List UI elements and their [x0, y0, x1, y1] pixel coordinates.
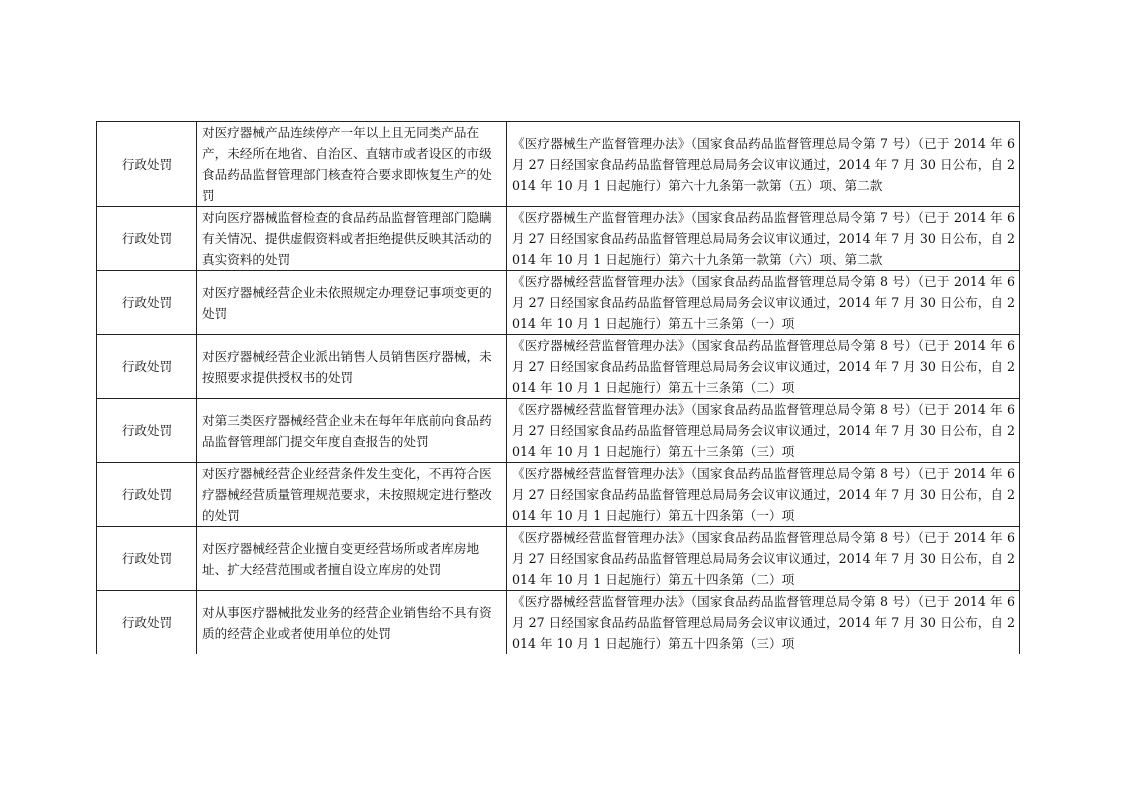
category-cell: [97, 122, 197, 207]
category-text: 行政处罚: [121, 551, 173, 566]
basis-text: 《医疗器械经营监督管理办法》（国家食品药品监督管理总局令第 8 号）（已于 2014 年 6 月 27 日经国家食品药品监督管理总局局务会议审议通过，2014 年 7 月 30 日公布，自 2014 年 10 月 1 日起施行）第五十三条第（一）项: [512, 274, 1015, 331]
matter-text: 对第三类医疗器械经营企业未在每年年底前向食品药品监督管理部门提交年度自查报告的处罚: [202, 412, 492, 449]
basis-text: 《医疗器械生产监督管理办法》（国家食品药品监督管理总局令第 7 号）（已于 2014 年 6 月 27 日经国家食品药品监督管理总局局务会议审议通过，2014 年 7 月 30 日公布，自 2014 年 10 月 1 日起施行）第六十九条第一款第（五）项、第二款: [512, 135, 1015, 193]
table-row: [97, 122, 1020, 207]
basis-text: 《医疗器械生产监督管理办法》（国家食品药品监督管理总局令第 7 号）（已于 2014 年 6 月 27 日经国家食品药品监督管理总局局务会议审议通过，2014 年 7 月 30 日公布，自 2014 年 10 月 1 日起施行）第六十九条第一款第（六）项、第二款: [512, 210, 1015, 267]
table-row: [97, 207, 1020, 271]
matter-cell: [197, 207, 507, 271]
basis-text: 《医疗器械经营监督管理办法》（国家食品药品监督管理总局令第 8 号）（已于 2014 年 6 月 27 日经国家食品药品监督管理总局局务会议审议通过，2014 年 7 月 30 日公布，自 2014 年 10 月 1 日起施行）第五十三条第（二）项: [512, 338, 1015, 395]
basis-text: 《医疗器械经营监督管理办法》（国家食品药品监督管理总局令第 8 号）（已于 2014 年 6 月 27 日经国家食品药品监督管理总局局务会议审议通过，2014 年 7 月 30 日公布，自 2014 年 10 月 1 日起施行）第五十四条第（一）项: [512, 466, 1015, 523]
basis-cell: [507, 122, 1020, 207]
category-text: 行政处罚: [121, 231, 173, 246]
basis-text: 《医疗器械经营监督管理办法》（国家食品药品监督管理总局令第 8 号）（已于 2014 年 6 月 27 日经国家食品药品监督管理总局局务会议审议通过，2014 年 7 月 30 日公布，自 2014 年 10 月 1 日起施行）第五十四条第（三）项: [512, 594, 1015, 651]
matter-text: 对医疗器械经营企业未依照规定办理登记事项变更的处罚: [202, 284, 492, 321]
basis-cell: [507, 527, 1020, 591]
table-row: [97, 527, 1020, 591]
category-cell: [97, 399, 197, 463]
category-cell: [97, 271, 197, 335]
matter-text: 对医疗器械经营企业经营条件发生变化，不再符合医疗器械经营质量管理规范要求，未按照规定进行整改的处罚: [202, 466, 492, 523]
basis-cell: [507, 463, 1020, 527]
basis-cell: [507, 271, 1020, 335]
table-row: [97, 271, 1020, 335]
matter-text: 对向医疗器械监督检查的食品药品监督管理部门隐瞒有关情况、提供虚假资料或者拒绝提供反映其活动的真实资料的处罚: [202, 210, 492, 267]
matter-cell: [197, 335, 507, 399]
category-cell: [97, 207, 197, 271]
category-cell: [97, 527, 197, 591]
category-text: 行政处罚: [121, 423, 173, 438]
category-text: 行政处罚: [121, 487, 173, 502]
matter-cell: [197, 591, 507, 655]
category-text: 行政处罚: [121, 359, 173, 374]
basis-cell: [507, 591, 1020, 655]
category-text: 行政处罚: [121, 295, 173, 310]
matter-text: 对医疗器械产品连续停产一年以上且无同类产品在产，未经所在地省、自治区、直辖市或者设区的市级食品药品监督管理部门核查符合要求即恢复生产的处罚: [202, 125, 492, 203]
matter-cell: [197, 463, 507, 527]
matter-text: 对医疗器械经营企业擅自变更经营场所或者库房地址、扩大经营范围或者擅自设立库房的处罚: [202, 540, 480, 577]
basis-cell: [507, 335, 1020, 399]
table-row: [97, 591, 1020, 655]
basis-cell: [507, 207, 1020, 271]
table-row: [97, 399, 1020, 463]
basis-cell: [507, 399, 1020, 463]
category-cell: [97, 591, 197, 655]
category-text: 行政处罚: [121, 615, 173, 630]
category-cell: [97, 463, 197, 527]
table-row: [97, 335, 1020, 399]
category-text: 行政处罚: [121, 156, 173, 172]
matter-cell: [197, 527, 507, 591]
penalty-items-table: [96, 121, 1020, 654]
basis-text: 《医疗器械经营监督管理办法》（国家食品药品监督管理总局令第 8 号）（已于 2014 年 6 月 27 日经国家食品药品监督管理总局局务会议审议通过，2014 年 7 月 30 日公布，自 2014 年 10 月 1 日起施行）第五十三条第（三）项: [512, 402, 1015, 459]
category-cell: [97, 335, 197, 399]
matter-cell: [197, 399, 507, 463]
matter-text: 对医疗器械经营企业派出销售人员销售医疗器械，未按照要求提供授权书的处罚: [202, 348, 492, 385]
matter-cell: [197, 122, 507, 207]
basis-text: 《医疗器械经营监督管理办法》（国家食品药品监督管理总局令第 8 号）（已于 2014 年 6 月 27 日经国家食品药品监督管理总局局务会议审议通过，2014 年 7 月 30 日公布，自 2014 年 10 月 1 日起施行）第五十四条第（二）项: [512, 530, 1015, 587]
table-row: [97, 463, 1020, 527]
matter-cell: [197, 271, 507, 335]
matter-text: 对从事医疗器械批发业务的经营企业销售给不具有资质的经营企业或者使用单位的处罚: [202, 604, 492, 641]
